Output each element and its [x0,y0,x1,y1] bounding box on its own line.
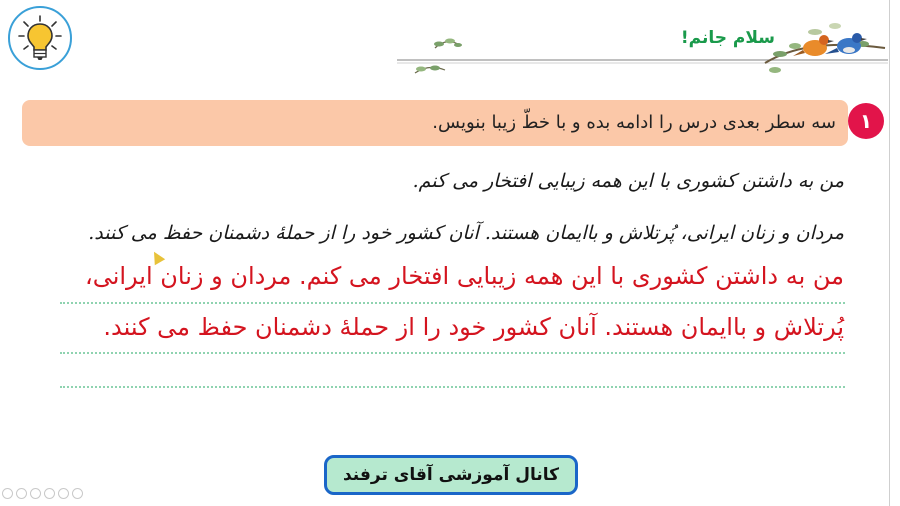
handwritten-line-2: پُرتلاش و باایمان هستند. آنان کشور خود را از حملهٔ دشمنان حفظ می کنند. [103,313,844,341]
handwritten-line-1: من به داشتن کشوری با این همه زیبایی افتخار می کنم. مردان و زنان ایرانی، [84,262,844,290]
prev-icon[interactable] [2,488,13,499]
greeting-text: سلام جانم! [680,28,775,48]
ruled-line [60,352,845,354]
instruction-text: سه سطر بعدی درس را ادامه بده و با خطّ زیبا بنویس. [432,112,836,133]
back-icon[interactable] [16,488,27,499]
exercise-number-badge: ۱ [848,103,884,139]
original-text-line-1: من به داشتن کشوری با این همه زیبایی افتخار می کنم. [412,170,844,192]
zoom-icon[interactable] [58,488,69,499]
birds-on-branch-illustration [395,18,890,80]
original-text-line-2: مردان و زنان ایرانی، پُرتلاش و باایمان هستند. آنان کشور خود را از حملهٔ دشمنان حفظ می کنند. [88,222,844,244]
play-icon[interactable] [30,488,41,499]
more-icon[interactable] [72,488,83,499]
channel-button[interactable]: کانال آموزشی آقای ترفند [324,455,578,495]
ruled-line [60,302,845,304]
pen-icon[interactable] [44,488,55,499]
lightbulb-icon [8,6,72,70]
player-controls [2,488,83,502]
ruled-line [60,386,845,388]
